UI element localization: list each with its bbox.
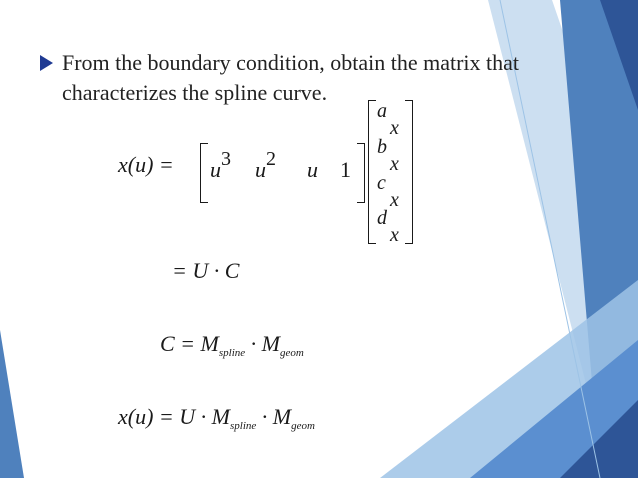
bullet-text-line-1: From the boundary condition, obtain the matrix that	[62, 50, 520, 75]
eq3-sub-spline: spline	[218, 347, 246, 359]
col-bracket-left	[368, 100, 376, 244]
col-d-sub: x	[390, 224, 399, 246]
eq3-lhs: C = M	[160, 331, 219, 356]
eq3-sub-geom: geom	[279, 347, 304, 359]
col-b: b	[377, 136, 387, 158]
eq1-lhs: x(u) =	[118, 152, 174, 177]
row-u3	[210, 148, 231, 183]
deco-left-wedge	[0, 330, 24, 478]
row-one: 1	[340, 157, 351, 182]
eq4-sub-spline: spline	[229, 420, 257, 432]
eq4-sub-geom: geom	[291, 420, 315, 432]
eq3-mid: · M	[245, 331, 280, 356]
eq3	[160, 331, 304, 357]
eq2: = U · C	[172, 258, 240, 283]
row-bracket-left	[200, 143, 208, 203]
eq4	[118, 404, 315, 430]
col-bracket-right	[405, 100, 413, 244]
eq4-lhs: x(u) = U · M	[118, 404, 230, 429]
row-bracket-right	[357, 143, 365, 203]
col-c-sub: x	[390, 189, 399, 211]
row-u3-exp: 3	[221, 148, 231, 170]
bullet-arrow-icon	[40, 55, 53, 71]
row-u2-base: u	[255, 157, 266, 182]
col-b-sub: x	[390, 153, 399, 175]
bullet-text-line-2: characterizes the spline curve.	[62, 80, 328, 105]
col-d: d	[377, 207, 387, 229]
col-c: c	[377, 172, 386, 194]
row-u1: u	[307, 157, 318, 182]
row-u3-base: u	[210, 157, 221, 182]
col-a-sub: x	[390, 117, 399, 139]
row-u2-exp: 2	[266, 148, 276, 170]
row-u2	[255, 148, 276, 183]
col-a: a	[377, 100, 387, 122]
eq4-mid: · M	[256, 404, 292, 429]
